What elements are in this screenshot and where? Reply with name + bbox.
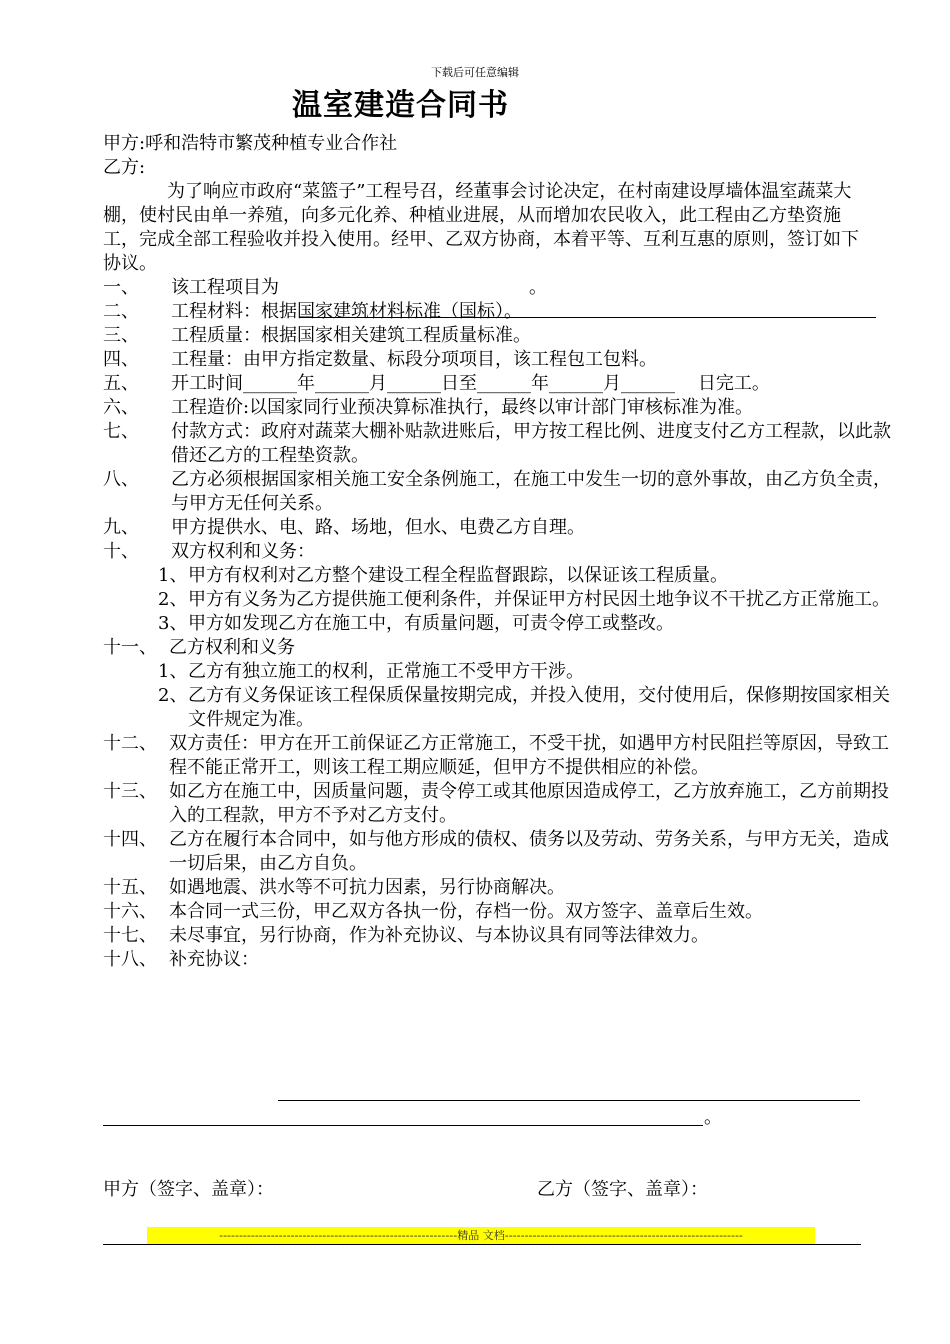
clause-number: 十八、	[103, 949, 157, 970]
clause-13	[103, 780, 903, 828]
footer-watermark: ------------------------------------------------------------精品 文档------------------------------------------------------------	[147, 1227, 815, 1244]
clause-text: 双方权利和义务：	[171, 541, 315, 562]
clause-number: 十五、	[103, 877, 157, 898]
clause-text: 甲方提供水、电、路、场地，但水、电费乙方自理。	[171, 517, 585, 538]
clause-text: 双方责任：甲方在开工前保证乙方正常施工，不受干扰，如遇甲方村民阻拦等原因，导致工程不能正常开工，则该工程工期应顺延，但甲方不提供相应的补偿。	[169, 733, 889, 778]
party-a: 甲方:呼和浩特市繁茂种植专业合作社	[103, 133, 398, 154]
supplement-blank-line-2[interactable]	[103, 1125, 703, 1126]
clause-number: 十一、	[103, 637, 157, 658]
clause-5	[103, 372, 903, 396]
clause-text: 开工时间______年______月______日至______年______月______ 日完工。	[171, 373, 770, 394]
sub-text: 甲方有义务为乙方提供施工便利条件，并保证甲方村民因土地争议不干扰乙方正常施工。	[188, 589, 890, 610]
clause-7	[103, 420, 903, 468]
clause-9	[103, 516, 903, 540]
party-b-signature-label: 乙方（签字、盖章）：	[537, 1179, 708, 1200]
clause-14	[103, 828, 903, 876]
sub-number: 1、	[158, 565, 188, 586]
sub-number: 2、	[158, 685, 188, 706]
footer-rule	[103, 1244, 861, 1245]
clause-number: 一、	[103, 277, 139, 298]
clause-number: 八、	[103, 469, 139, 490]
clause-16	[103, 900, 903, 924]
header-note: 下载后可任意编辑	[431, 66, 519, 79]
clause-text: 工程质量：根据国家相关建筑工程质量标准。	[171, 325, 531, 346]
sub-number: 3、	[158, 613, 188, 634]
clause-number: 十、	[103, 541, 139, 562]
clause-number: 五、	[103, 373, 139, 394]
sub-number: 1、	[158, 661, 188, 682]
clause-3	[103, 324, 903, 348]
clause-text: 付款方式：政府对蔬菜大棚补贴款进账后，甲方按工程比例、进度支付乙方工程款，以此款借还乙方的工程垫资款。	[171, 421, 891, 466]
clause-text: 补充协议：	[169, 949, 259, 970]
clause-2	[103, 300, 903, 324]
clause-number: 三、	[103, 325, 139, 346]
clause-number: 十六、	[103, 901, 157, 922]
clause-text: 乙方必须根据国家相关施工安全条例施工，在施工中发生一切的意外事故，由乙方负全责，与甲方无任何关系。	[171, 469, 891, 514]
clause-number: 四、	[103, 349, 139, 370]
clause-1	[103, 276, 903, 300]
clause-number: 六、	[103, 397, 139, 418]
strikethrough-line	[300, 317, 876, 318]
sub-text: 乙方有独立施工的权利，正常施工不受甲方干涉。	[188, 661, 584, 682]
contract-title: 温室建造合同书	[292, 88, 509, 123]
clause-number: 十七、	[103, 925, 157, 946]
clause-11-item-2	[158, 684, 903, 732]
clause-11-item-1	[158, 660, 903, 684]
clause-text: 如遇地震、洪水等不可抗力因素，另行协商解决。	[169, 877, 565, 898]
intro-paragraph: 为了响应市政府“菜篮子”工程号召，经董事会讨论决定，在村南建设厚墙体温室蔬菜大棚，使村民由单一养殖，向多元化养、种植业进展，从而增加农民收入，此工程由乙方垫资施工，完成全部工程验收并投入使用。经甲、乙双方协商，本着平等、互利互惠的原则，签订如下协议。	[103, 181, 859, 274]
clause-12	[103, 732, 903, 780]
sub-number: 2、	[158, 589, 188, 610]
clause-number: 七、	[103, 421, 139, 442]
clause-17	[103, 924, 903, 948]
clause-6	[103, 396, 903, 420]
clause-text: 乙方在履行本合同中，如与他方形成的债权、债务以及劳动、劳务关系，与甲方无关，造成一切后果，由乙方自负。	[169, 829, 889, 874]
clause-number: 十二、	[103, 733, 157, 754]
party-a-signature-label: 甲方（签字、盖章）：	[103, 1179, 274, 1200]
clause-number: 十四、	[103, 829, 157, 850]
contract-body	[103, 132, 903, 972]
clause-number: 二、	[103, 301, 139, 322]
supplement-blank-line-1[interactable]	[278, 1100, 860, 1101]
sub-text: 乙方有义务保证该工程保质保量按期完成，并投入使用，交付使用后，保修期按国家相关文件规定为准。	[188, 685, 890, 730]
sub-text: 甲方有权利对乙方整个建设工程全程监督跟踪，以保证该工程质量。	[188, 565, 728, 586]
clause-tail: 。	[529, 277, 547, 298]
clause-text: 工程量：由甲方指定数量、标段分项项目，该工程包工包料。	[171, 349, 657, 370]
clause-text: 该工程项目为	[171, 277, 279, 298]
clause-8	[103, 468, 903, 516]
clause-10	[103, 540, 903, 564]
clause-text: 工程材料：根据国家建筑材料标准（国标）。	[171, 301, 522, 322]
clause-text: 本合同一式三份，甲乙双方各执一份，存档一份。双方签字、盖章后生效。	[169, 901, 763, 922]
supplement-end-period: 。	[704, 1107, 722, 1128]
clause-10-item-3	[158, 612, 903, 636]
clause-text: 未尽事宜，另行协商，作为补充协议、与本协议具有同等法律效力。	[169, 925, 709, 946]
clause-number: 十三、	[103, 781, 157, 802]
clause-11	[103, 636, 903, 660]
clause-text: 工程造价:以国家同行业预决算标准执行，最终以审计部门审核标准为准。	[171, 397, 754, 418]
clause-10-item-1	[158, 564, 903, 588]
clause-10-item-2	[158, 588, 903, 612]
clause-number: 九、	[103, 517, 139, 538]
clause-18	[103, 948, 903, 972]
clause-4	[103, 348, 903, 372]
clause-15	[103, 876, 903, 900]
clause-text: 乙方权利和义务	[169, 637, 295, 658]
party-b: 乙方:	[103, 157, 146, 178]
sub-text: 甲方如发现乙方在施工中，有质量问题，可责令停工或整改。	[188, 613, 674, 634]
clause-text: 如乙方在施工中，因质量问题，责令停工或其他原因造成停工，乙方放弃施工，乙方前期投入的工程款，甲方不予对乙方支付。	[169, 781, 889, 826]
